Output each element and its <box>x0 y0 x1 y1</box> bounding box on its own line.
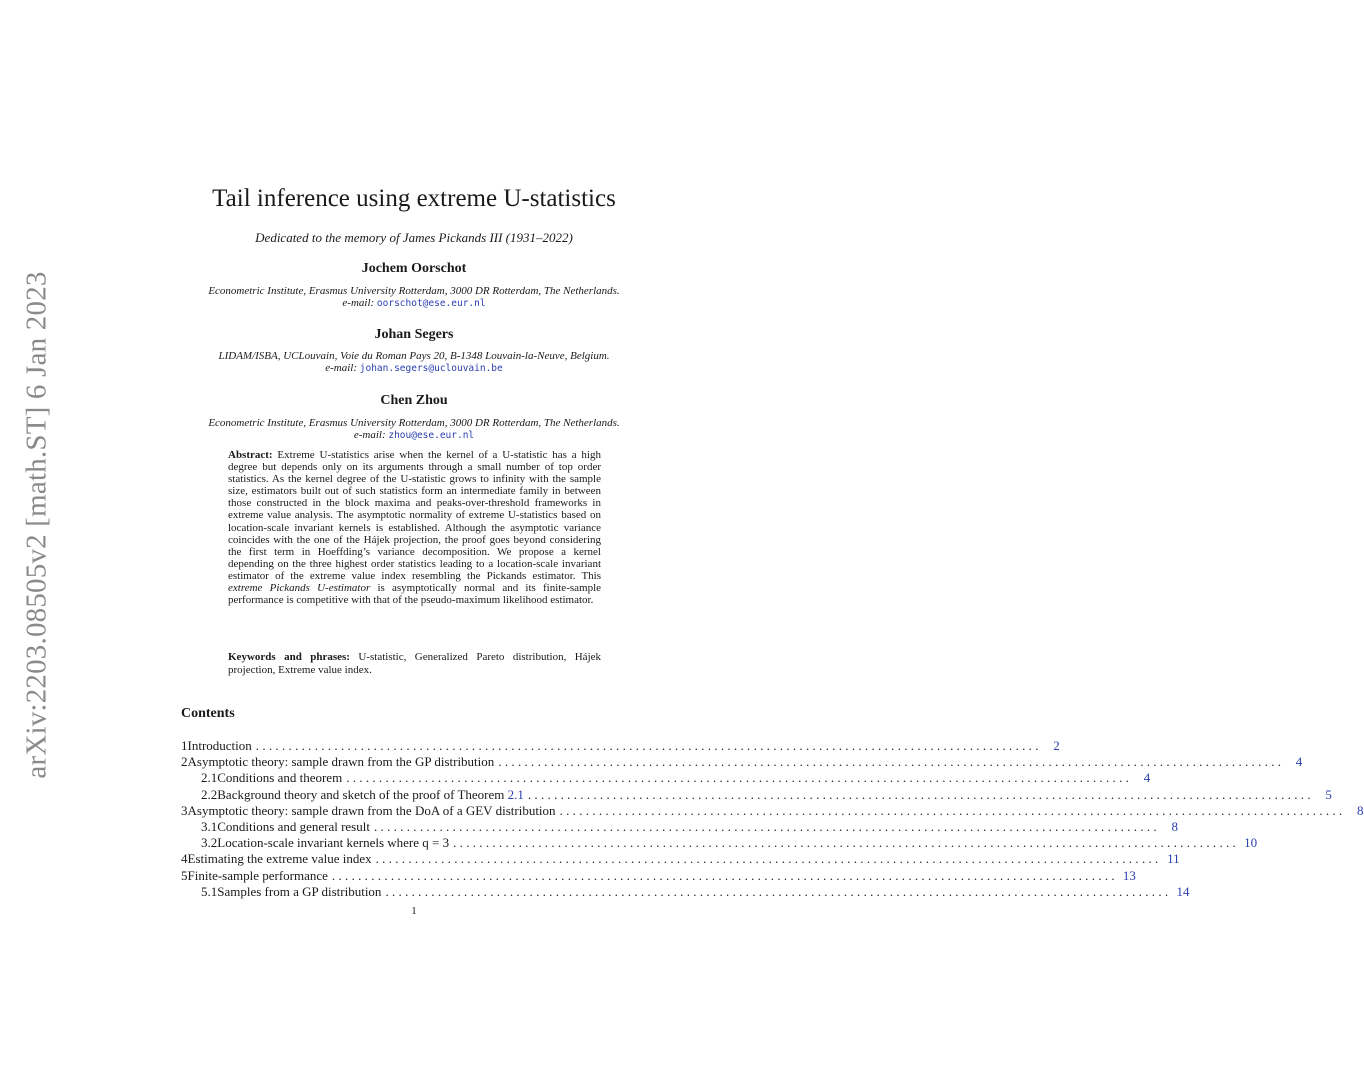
toc-entry[interactable] <box>181 770 1151 786</box>
abstract-text: Extreme U-statistics arise when the kernel of a U-statistic has a high degree but depends only on its arguments through a small number of top order statistics. As the kernel degree of the U-statistic grows to infinity with the sample size, estimators built out of such statistics form an intermediate family in between those constructed in the block maxima and peaks-over-threshold frameworks in extreme value analysis. The asymptotic normality of extreme U-statistics based on location-scale invariant kernels is established. Although the asymptotic variance coincides with the one of the Hájek projection, the proof goes beyond considering the first term in Hoeffding’s variance decomposition. We propose a kernel depending on the three highest order statistics leading to a location-scale invariant estimator of the extreme value index resembling the Pickands estimator. This <box>228 449 601 582</box>
email-label: e-mail: <box>353 429 386 441</box>
toc-title: Asymptotic theory: sample drawn from the GP distribution <box>187 754 495 770</box>
email-label: e-mail: <box>342 297 375 309</box>
toc-page-link[interactable]: 2 <box>1053 738 1060 753</box>
toc-entry[interactable] <box>181 786 1332 803</box>
author-email-link[interactable]: oorschot@ese.eur.nl <box>376 298 486 309</box>
toc-number: 5.1 <box>201 883 218 899</box>
toc-page-link[interactable]: 11 <box>1167 851 1180 867</box>
toc-title: Estimating the extreme value index <box>187 851 372 867</box>
abstract-label: Abstract: <box>228 449 273 461</box>
page-number: 1 <box>411 905 417 917</box>
keywords <box>228 651 601 676</box>
abstract <box>228 449 601 606</box>
toc-number: 2.1 <box>201 770 218 786</box>
toc-leader-dots: ........................................................................................................................ <box>498 754 1285 770</box>
keywords-label: Keywords and phrases: <box>228 651 350 663</box>
author-affiliation: LIDAM/ISBA, UCLouvain, Voie du Roman Pays 20, B-1348 Louvain-la-Neuve, Belgium. <box>218 350 610 362</box>
arxiv-sidebar-stamp <box>12 271 62 779</box>
toc-number: 3 <box>181 802 188 818</box>
toc-entry[interactable] <box>181 883 1190 900</box>
toc-title: Conditions and theorem <box>217 770 343 786</box>
toc-entry[interactable] <box>181 738 1060 754</box>
author-email-link[interactable]: johan.segers@uclouvain.be <box>359 363 503 374</box>
author-email-line <box>180 297 648 310</box>
toc-title: Background theory and sketch of the proof of Theorem 2.1 <box>217 786 524 802</box>
toc-leader-dots: ........................................................................................................................ <box>255 738 1042 753</box>
toc-page-link[interactable]: 5 <box>1325 786 1332 802</box>
toc-leader-dots: ........................................................................................................................ <box>375 851 1162 867</box>
toc-page-link[interactable]: 14 <box>1176 883 1190 899</box>
toc-number: 1 <box>181 738 188 753</box>
toc-page-link[interactable]: 13 <box>1122 867 1136 883</box>
toc-title: Samples from a GP distribution <box>217 883 382 899</box>
paper-title: Tail inference using extreme U-statistics <box>212 185 616 212</box>
contents-heading: Contents <box>181 706 235 721</box>
toc-entry[interactable] <box>181 835 1258 851</box>
toc-number: 3.2 <box>201 835 218 851</box>
dedication: Dedicated to the memory of James Pickands III (1931–2022) <box>255 230 573 245</box>
toc-number: 2 <box>181 754 188 770</box>
author-email-line <box>180 362 648 375</box>
abstract-emphasis: extreme Pickands U-estimator <box>228 582 371 595</box>
toc-number: 3.1 <box>201 818 218 834</box>
toc-page-link[interactable]: 4 <box>1295 754 1303 770</box>
toc-entry[interactable] <box>181 867 1136 884</box>
toc-title: Asymptotic theory: sample drawn from the DoA of a GEV distribution <box>187 802 556 818</box>
toc-leader-dots: ........................................................................................................................ <box>559 802 1346 818</box>
toc-entry[interactable] <box>181 802 1364 819</box>
keywords-text: U-statistic, Generalized Pareto distribution, Hájek projection, Extreme value index. <box>228 651 602 676</box>
arxiv-identifier: arXiv:2203.08505v2 [math.ST] 6 Jan 2023 <box>20 271 53 779</box>
toc-leader-dots: ........................................................................................................................ <box>346 770 1133 786</box>
toc-page-link[interactable]: 10 <box>1244 835 1258 851</box>
toc-number: 2.2 <box>201 786 218 802</box>
author-name: Jochem Oorschot <box>361 261 467 276</box>
toc-page-link[interactable]: 4 <box>1143 770 1151 786</box>
toc-number: 5 <box>181 867 188 883</box>
toc-title: Location-scale invariant kernels where q = 3 <box>217 835 450 851</box>
toc-leader-dots: ........................................................................................................................ <box>527 786 1314 802</box>
theorem-reference-link[interactable]: 2.1 <box>507 786 524 802</box>
toc-entry[interactable] <box>181 754 1303 770</box>
toc-title: Finite-sample performance <box>187 867 328 883</box>
toc-leader-dots: ........................................................................................................................ <box>453 835 1240 851</box>
author-affiliation: Econometric Institute, Erasmus University Rotterdam, 3000 DR Rotterdam, The Netherlands. <box>208 417 620 429</box>
toc-title: Conditions and general result <box>217 818 370 834</box>
toc-entry[interactable] <box>181 851 1180 867</box>
abstract-text: is asymptotically normal and its finite-sample performance is competitive with that of the pseudo-maximum likelihood estimator. <box>228 582 602 607</box>
table-of-contents <box>181 738 1364 900</box>
toc-leader-dots: ........................................................................................................................ <box>373 818 1160 834</box>
email-label: e-mail: <box>325 362 357 374</box>
toc-number: 4 <box>181 851 188 867</box>
author-email-link[interactable]: zhou@ese.eur.nl <box>388 430 475 441</box>
author-name: Chen Zhou <box>380 393 448 408</box>
toc-leader-dots: ........................................................................................................................ <box>385 883 1172 899</box>
toc-entry[interactable] <box>181 818 1178 835</box>
author-email-line <box>180 429 648 442</box>
author-name: Johan Segers <box>374 327 454 342</box>
toc-title: Introduction <box>187 738 252 753</box>
toc-leader-dots: ........................................................................................................................ <box>331 867 1118 883</box>
toc-page-link[interactable]: 8 <box>1357 802 1364 818</box>
author-affiliation: Econometric Institute, Erasmus University Rotterdam, 3000 DR Rotterdam, The Netherlands. <box>208 285 620 297</box>
toc-page-link[interactable]: 8 <box>1171 818 1178 834</box>
